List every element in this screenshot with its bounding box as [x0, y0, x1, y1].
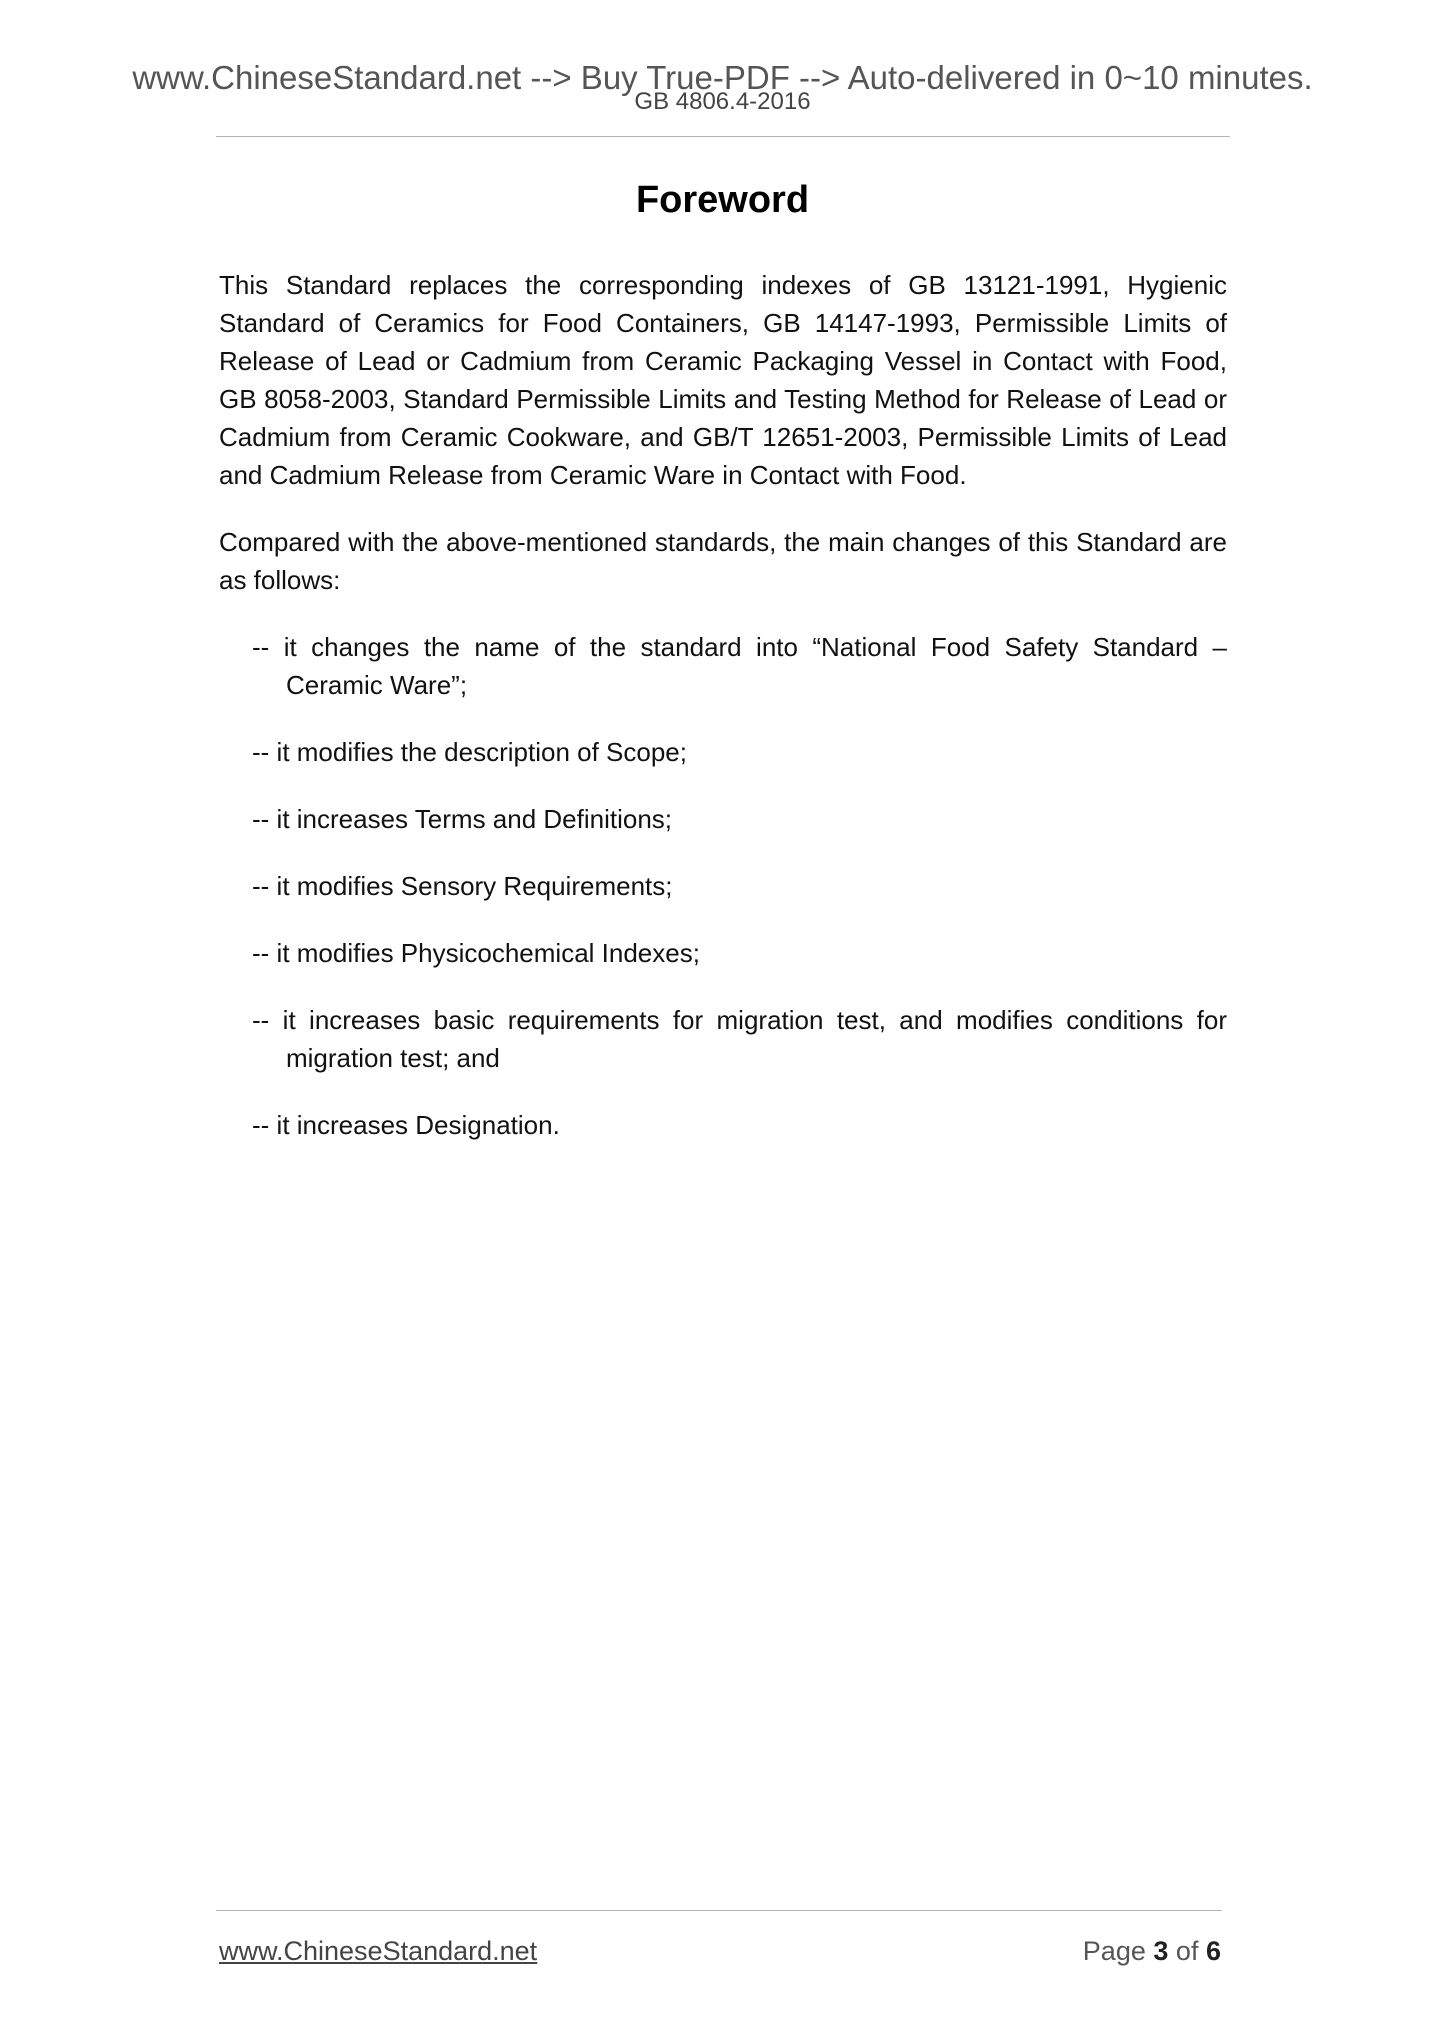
list-item: -- it increases Terms and Definitions;	[252, 804, 673, 834]
total-pages: 6	[1205, 1936, 1221, 1966]
changes-list	[219, 628, 1227, 1144]
foreword-body	[219, 266, 1227, 1173]
current-page: 3	[1153, 1936, 1169, 1966]
top-banner: www.ChineseStandard.net --> Buy True-PDF --> Auto-delivered in 0~10 minutes.	[132, 59, 1313, 96]
footer-divider	[216, 1910, 1222, 1911]
list-item: -- it modifies the description of Scope;	[252, 737, 687, 767]
header-divider	[216, 136, 1230, 137]
list-item: -- it modifies Sensory Requirements;	[252, 871, 673, 901]
list-item: -- it increases basic requirements for migration test, and modifies conditions for migration test; and	[252, 1005, 1227, 1073]
page-title: Foreword	[635, 179, 810, 221]
list-item: -- it modifies Physicochemical Indexes;	[252, 938, 700, 968]
footer-website-link[interactable]: www.ChineseStandard.net	[219, 1936, 538, 1966]
paragraph-changes-intro: Compared with the above-mentioned standards, the main changes of this Standard are as follows:	[219, 527, 1227, 595]
page-number	[1083, 1934, 1221, 1968]
document-id: GB 4806.4-2016	[634, 88, 811, 115]
paragraph-replaces: This Standard replaces the corresponding indexes of GB 13121-1991, Hygienic Standard of Ceramics for Food Containers, GB 14147-1993, Permissible Limits of Release of Lead or Cadmium from Ceramic Packaging Vessel in Contact with Food, GB 8058-2003, Standard Permissible Limits and Testing Method for Release of Lead or Cadmium from Ceramic Cookware, and GB/T 12651-2003, Permissible Limits of Lead and Cadmium Release from Ceramic Ware in Contact with Food.	[219, 270, 1227, 490]
page-of-label: of	[1175, 1936, 1199, 1966]
list-item: -- it increases Designation.	[252, 1110, 560, 1140]
page-label: Page	[1082, 1936, 1146, 1966]
list-item: -- it changes the name of the standard into “National Food Safety Standard – Ceramic Ware”;	[252, 632, 1227, 700]
